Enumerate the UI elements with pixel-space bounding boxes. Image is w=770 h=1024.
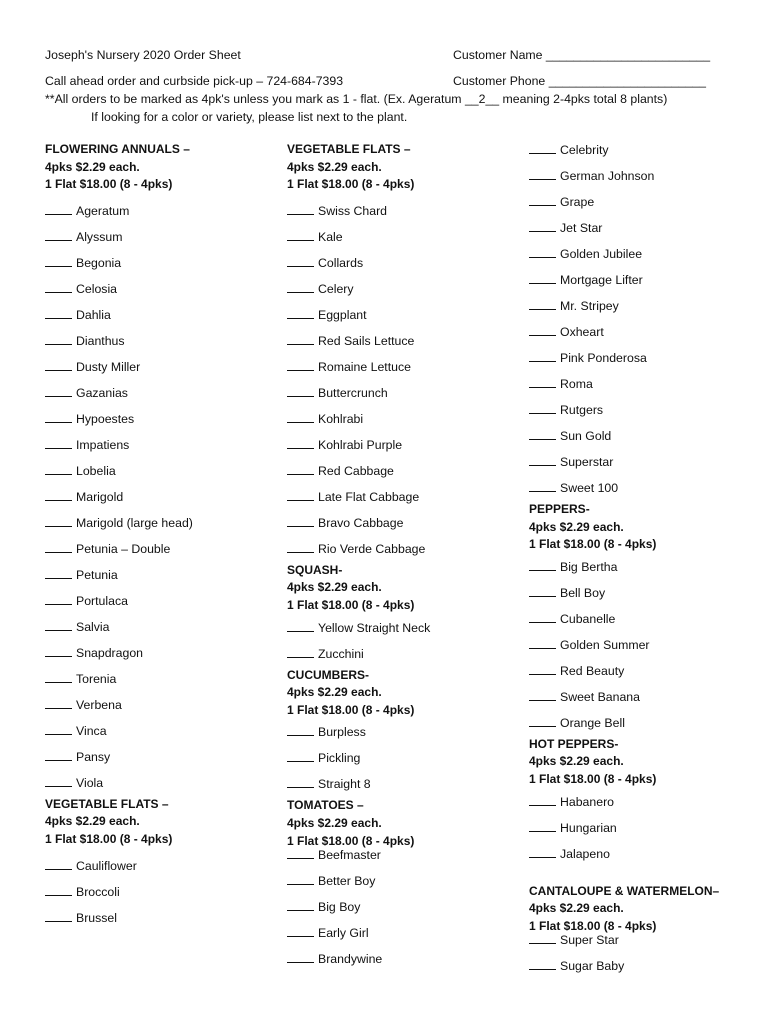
quantity-blank[interactable] bbox=[529, 584, 556, 597]
item-label: Rio Verde Cabbage bbox=[318, 541, 426, 556]
quantity-blank[interactable] bbox=[287, 358, 314, 371]
list-item bbox=[529, 137, 719, 163]
quantity-blank[interactable] bbox=[529, 793, 556, 806]
list-item bbox=[45, 718, 193, 744]
quantity-blank[interactable] bbox=[287, 254, 314, 267]
quantity-blank[interactable] bbox=[45, 254, 72, 267]
item-label: Big Boy bbox=[318, 900, 361, 915]
item-label: Ageratum bbox=[76, 203, 130, 218]
quantity-blank[interactable] bbox=[529, 349, 556, 362]
list-item bbox=[45, 198, 193, 224]
item-list bbox=[45, 853, 193, 931]
list-item bbox=[45, 536, 193, 562]
quantity-blank[interactable] bbox=[287, 898, 314, 911]
list-item bbox=[529, 163, 719, 189]
list-item bbox=[529, 423, 719, 449]
price-flat: 1 Flat $18.00 (8 - 4pks) bbox=[287, 597, 415, 612]
quantity-blank[interactable] bbox=[287, 202, 314, 215]
quantity-blank[interactable] bbox=[45, 722, 72, 735]
quantity-blank[interactable] bbox=[529, 453, 556, 466]
item-label: Kohlrabi Purple bbox=[318, 437, 403, 452]
section-title: CANTALOUPE & WATERMELON– bbox=[529, 883, 720, 898]
quantity-blank[interactable] bbox=[45, 358, 72, 371]
quantity-blank[interactable] bbox=[287, 280, 314, 293]
quantity-blank[interactable] bbox=[45, 332, 72, 345]
list-item bbox=[529, 475, 719, 501]
item-label: Red Cabbage bbox=[318, 463, 394, 478]
quantity-blank[interactable] bbox=[45, 670, 72, 683]
quantity-blank[interactable] bbox=[45, 488, 72, 501]
list-item bbox=[287, 771, 430, 797]
section-squash bbox=[287, 562, 430, 667]
column-1 bbox=[45, 141, 193, 931]
item-label: Golden Summer bbox=[560, 637, 650, 652]
item-label: Jalapeno bbox=[560, 846, 610, 861]
list-item bbox=[529, 397, 719, 423]
quantity-blank[interactable] bbox=[45, 592, 72, 605]
item-label: Cauliflower bbox=[76, 858, 137, 873]
item-label: Celery bbox=[318, 281, 354, 296]
section-vegetable-flats-2 bbox=[287, 141, 430, 562]
list-item bbox=[45, 744, 193, 770]
list-item bbox=[287, 719, 430, 745]
list-item bbox=[287, 868, 430, 894]
list-item bbox=[45, 853, 193, 879]
list-item bbox=[287, 458, 430, 484]
price-4pk: 4pks $2.29 each. bbox=[287, 815, 382, 830]
quantity-blank[interactable] bbox=[287, 228, 314, 241]
list-item bbox=[529, 449, 719, 475]
order-note bbox=[45, 92, 667, 106]
quantity-blank[interactable] bbox=[45, 280, 72, 293]
item-label: Swiss Chard bbox=[318, 203, 388, 218]
quantity-blank[interactable] bbox=[45, 883, 72, 896]
section-vegetable-flats-1 bbox=[45, 796, 193, 931]
order-note-example: __2__ bbox=[464, 92, 500, 106]
item-label: Mr. Stripey bbox=[560, 299, 619, 313]
quantity-blank[interactable] bbox=[45, 857, 72, 870]
list-item bbox=[529, 371, 719, 397]
price-flat: 1 Flat $18.00 (8 - 4pks) bbox=[287, 833, 415, 848]
quantity-blank[interactable] bbox=[287, 306, 314, 319]
price-flat: 1 Flat $18.00 (8 - 4pks) bbox=[45, 177, 173, 192]
item-label: Petunia bbox=[76, 567, 118, 582]
quantity-blank[interactable] bbox=[529, 271, 556, 284]
list-item bbox=[45, 302, 193, 328]
section-cucumbers bbox=[287, 667, 430, 798]
item-label: Hungarian bbox=[560, 820, 617, 835]
quantity-blank[interactable] bbox=[45, 566, 72, 579]
list-item bbox=[45, 380, 193, 406]
call-ahead-info: Call ahead order and curbside pick-up – 724-684-7393 bbox=[45, 74, 344, 88]
item-label: Celebrity bbox=[560, 143, 609, 157]
item-label: Pink Ponderosa bbox=[560, 351, 647, 365]
list-item bbox=[529, 580, 719, 606]
section-peppers bbox=[529, 501, 719, 736]
item-label: Romaine Lettuce bbox=[318, 359, 411, 374]
item-label: Dianthus bbox=[76, 333, 125, 348]
item-label: Mortgage Lifter bbox=[560, 273, 643, 287]
quantity-blank[interactable] bbox=[287, 436, 314, 449]
list-item bbox=[45, 905, 193, 931]
price-4pk: 4pks $2.29 each. bbox=[287, 159, 382, 174]
quantity-blank[interactable] bbox=[45, 306, 72, 319]
price-flat: 1 Flat $18.00 (8 - 4pks) bbox=[287, 702, 415, 717]
item-label: Roma bbox=[560, 377, 593, 391]
item-label: Grape bbox=[560, 195, 595, 209]
quantity-blank[interactable] bbox=[45, 618, 72, 631]
item-label: Lobelia bbox=[76, 463, 116, 478]
list-item bbox=[529, 841, 719, 867]
item-label: Verbena bbox=[76, 697, 122, 712]
list-item bbox=[45, 484, 193, 510]
item-label: Super Star bbox=[560, 933, 619, 948]
quantity-blank[interactable] bbox=[287, 775, 314, 788]
price-4pk: 4pks $2.29 each. bbox=[45, 814, 140, 829]
item-label: Rutgers bbox=[560, 403, 604, 417]
item-label: Torenia bbox=[76, 671, 117, 686]
quantity-blank[interactable] bbox=[287, 462, 314, 475]
quantity-blank[interactable] bbox=[529, 323, 556, 336]
quantity-blank[interactable] bbox=[287, 645, 314, 658]
quantity-blank[interactable] bbox=[45, 540, 72, 553]
item-label: Hypoestes bbox=[76, 411, 135, 426]
quantity-blank[interactable] bbox=[529, 245, 556, 258]
item-list bbox=[529, 789, 719, 867]
section-title: TOMATOES – bbox=[287, 798, 364, 813]
item-label: Big Bertha bbox=[560, 559, 618, 574]
item-label: Late Flat Cabbage bbox=[318, 489, 420, 504]
quantity-blank[interactable] bbox=[529, 931, 556, 944]
quantity-blank[interactable] bbox=[529, 401, 556, 414]
list-item bbox=[287, 224, 430, 250]
section-title: CUCUMBERS- bbox=[287, 667, 369, 682]
customer-name-field[interactable]: Customer Name ________________________ bbox=[453, 48, 711, 62]
quantity-blank[interactable] bbox=[287, 846, 314, 859]
column-2 bbox=[287, 141, 430, 972]
quantity-blank[interactable] bbox=[529, 375, 556, 388]
list-item bbox=[45, 224, 193, 250]
quantity-blank[interactable] bbox=[529, 714, 556, 727]
item-label: Brandywine bbox=[318, 952, 383, 967]
quantity-blank[interactable] bbox=[529, 662, 556, 675]
list-item bbox=[529, 293, 719, 319]
item-label: Viola bbox=[76, 775, 104, 790]
list-item bbox=[287, 406, 430, 432]
list-item bbox=[287, 328, 430, 354]
item-label: Brussel bbox=[76, 910, 118, 925]
list-item bbox=[287, 745, 430, 771]
item-label: Begonia bbox=[76, 255, 122, 270]
section-title: VEGETABLE FLATS – bbox=[45, 796, 169, 811]
list-item bbox=[529, 215, 719, 241]
list-item bbox=[529, 658, 719, 684]
item-label: Broccoli bbox=[76, 884, 120, 899]
list-item bbox=[529, 554, 719, 580]
quantity-blank[interactable] bbox=[287, 872, 314, 885]
customer-phone-field[interactable]: Customer Phone _______________________ bbox=[453, 74, 706, 88]
quantity-blank[interactable] bbox=[529, 479, 556, 492]
list-item bbox=[45, 640, 193, 666]
quantity-blank[interactable] bbox=[45, 748, 72, 761]
quantity-blank[interactable] bbox=[45, 436, 72, 449]
list-item bbox=[45, 510, 193, 536]
list-item bbox=[529, 345, 719, 371]
item-label: Burpless bbox=[318, 725, 366, 740]
list-item bbox=[287, 920, 430, 946]
quantity-blank[interactable] bbox=[45, 462, 72, 475]
quantity-blank[interactable] bbox=[529, 610, 556, 623]
list-item bbox=[529, 710, 719, 736]
item-label: Superstar bbox=[560, 455, 614, 469]
item-label: Gazanias bbox=[76, 385, 128, 400]
order-note-suffix: meaning 2-4pks total 8 plants) bbox=[499, 92, 668, 106]
item-label: Jet Star bbox=[560, 221, 603, 235]
quantity-blank[interactable] bbox=[45, 202, 72, 215]
order-note-prefix: **All orders to be marked as 4pk's unless you mark as 1 - flat. (Ex. Ageratum bbox=[45, 92, 465, 106]
quantity-blank[interactable] bbox=[287, 332, 314, 345]
list-item bbox=[45, 666, 193, 692]
item-label: Better Boy bbox=[318, 874, 376, 889]
variety-note: If looking for a color or variety, please list next to the plant. bbox=[91, 110, 408, 124]
item-label: Zucchini bbox=[318, 646, 364, 661]
list-item bbox=[287, 432, 430, 458]
list-item bbox=[529, 319, 719, 345]
item-label: Sun Gold bbox=[560, 429, 612, 443]
section-title: VEGETABLE FLATS – bbox=[287, 142, 411, 156]
quantity-blank[interactable] bbox=[287, 384, 314, 397]
list-item bbox=[45, 562, 193, 588]
list-item bbox=[287, 536, 430, 562]
quantity-blank[interactable] bbox=[529, 636, 556, 649]
tomatoes-continued-list bbox=[529, 137, 719, 501]
item-label: Dahlia bbox=[76, 307, 111, 322]
quantity-blank[interactable] bbox=[529, 193, 556, 206]
price-4pk: 4pks $2.29 each. bbox=[529, 519, 624, 534]
list-item bbox=[287, 250, 430, 276]
list-item bbox=[45, 250, 193, 276]
list-item bbox=[287, 302, 430, 328]
quantity-blank[interactable] bbox=[529, 427, 556, 440]
section-cantaloupe-watermelon bbox=[529, 883, 719, 980]
list-item bbox=[287, 484, 430, 510]
item-label: Early Girl bbox=[318, 926, 369, 941]
item-label: Habanero bbox=[560, 794, 615, 809]
list-item bbox=[45, 406, 193, 432]
quantity-blank[interactable] bbox=[529, 558, 556, 571]
quantity-blank[interactable] bbox=[287, 488, 314, 501]
quantity-blank[interactable] bbox=[45, 696, 72, 709]
quantity-blank[interactable] bbox=[529, 297, 556, 310]
quantity-blank[interactable] bbox=[529, 141, 556, 154]
item-label: Yellow Straight Neck bbox=[318, 620, 431, 635]
price-flat: 1 Flat $18.00 (8 - 4pks) bbox=[529, 918, 657, 933]
item-label: Oxheart bbox=[560, 325, 604, 339]
item-label: Marigold bbox=[76, 489, 124, 504]
section-title: FLOWERING ANNUALS – bbox=[45, 142, 190, 156]
list-item bbox=[287, 276, 430, 302]
item-label: Eggplant bbox=[318, 307, 367, 322]
quantity-blank[interactable] bbox=[529, 167, 556, 180]
section-flowering-annuals bbox=[45, 141, 193, 796]
item-label: Golden Jubilee bbox=[560, 247, 643, 261]
item-label: Vinca bbox=[76, 723, 107, 738]
list-item bbox=[529, 632, 719, 658]
list-item bbox=[287, 615, 430, 641]
item-list bbox=[529, 927, 719, 979]
list-item bbox=[45, 458, 193, 484]
quantity-blank[interactable] bbox=[287, 749, 314, 762]
list-item bbox=[45, 614, 193, 640]
item-label: Sugar Baby bbox=[560, 959, 625, 974]
item-label: Straight 8 bbox=[318, 777, 371, 792]
page-title: Joseph's Nursery 2020 Order Sheet bbox=[45, 48, 241, 62]
item-label: Snapdragon bbox=[76, 645, 144, 660]
item-label: Salvia bbox=[76, 619, 110, 634]
list-item bbox=[287, 380, 430, 406]
item-label: Impatiens bbox=[76, 437, 130, 452]
item-list bbox=[287, 719, 430, 797]
list-item bbox=[287, 198, 430, 224]
quantity-blank[interactable] bbox=[45, 774, 72, 787]
list-item bbox=[529, 267, 719, 293]
item-label: Cubanelle bbox=[560, 611, 616, 626]
list-item bbox=[529, 189, 719, 215]
item-label: German Johnson bbox=[560, 169, 655, 183]
item-list bbox=[45, 198, 193, 796]
list-item bbox=[529, 953, 719, 979]
section-tomatoes bbox=[287, 797, 430, 972]
quantity-blank[interactable] bbox=[45, 228, 72, 241]
list-item bbox=[45, 692, 193, 718]
item-label: Kohlrabi bbox=[318, 411, 364, 426]
section-title: SQUASH- bbox=[287, 562, 343, 577]
quantity-blank[interactable] bbox=[287, 723, 314, 736]
item-label: Collards bbox=[318, 255, 364, 270]
quantity-blank[interactable] bbox=[287, 619, 314, 632]
list-item bbox=[287, 946, 430, 972]
price-4pk: 4pks $2.29 each. bbox=[45, 159, 140, 174]
item-label: Orange Bell bbox=[560, 715, 625, 730]
list-item bbox=[45, 432, 193, 458]
list-item bbox=[529, 684, 719, 710]
list-item bbox=[287, 510, 430, 536]
list-item bbox=[529, 606, 719, 632]
item-label: Pansy bbox=[76, 749, 111, 764]
item-label: Pickling bbox=[318, 751, 361, 766]
list-item bbox=[45, 588, 193, 614]
price-4pk: 4pks $2.29 each. bbox=[529, 901, 624, 916]
quantity-blank[interactable] bbox=[287, 950, 314, 963]
item-list bbox=[287, 198, 430, 562]
quantity-blank[interactable] bbox=[45, 644, 72, 657]
quantity-blank[interactable] bbox=[529, 957, 556, 970]
list-item bbox=[45, 276, 193, 302]
quantity-blank[interactable] bbox=[287, 410, 314, 423]
section-hot-peppers bbox=[529, 736, 719, 867]
quantity-blank[interactable] bbox=[529, 688, 556, 701]
price-4pk: 4pks $2.29 each. bbox=[287, 685, 382, 700]
section-title: HOT PEPPERS- bbox=[529, 736, 619, 751]
list-item bbox=[45, 879, 193, 905]
quantity-blank[interactable] bbox=[45, 410, 72, 423]
item-label: Portulaca bbox=[76, 593, 128, 608]
item-label: Sweet Banana bbox=[560, 689, 640, 704]
price-flat: 1 Flat $18.00 (8 - 4pks) bbox=[529, 771, 657, 786]
item-label: Sweet 100 bbox=[560, 481, 619, 495]
quantity-blank[interactable] bbox=[45, 514, 72, 527]
section-title: PEPPERS- bbox=[529, 502, 590, 516]
item-label: Buttercrunch bbox=[318, 385, 388, 400]
item-label: Celosia bbox=[76, 281, 118, 296]
list-item bbox=[529, 789, 719, 815]
item-label: Bell Boy bbox=[560, 585, 606, 600]
price-flat: 1 Flat $18.00 (8 - 4pks) bbox=[529, 537, 657, 552]
quantity-blank[interactable] bbox=[287, 924, 314, 937]
item-list bbox=[287, 615, 430, 667]
item-label: Red Sails Lettuce bbox=[318, 333, 415, 348]
list-item bbox=[287, 641, 430, 667]
list-item bbox=[45, 328, 193, 354]
list-item bbox=[529, 241, 719, 267]
quantity-blank[interactable] bbox=[529, 219, 556, 232]
list-item bbox=[287, 894, 430, 920]
list-item bbox=[45, 354, 193, 380]
item-list bbox=[287, 842, 430, 972]
list-item bbox=[45, 770, 193, 796]
item-label: Marigold (large head) bbox=[76, 515, 193, 530]
item-label: Alyssum bbox=[76, 229, 123, 244]
item-label: Bravo Cabbage bbox=[318, 515, 404, 530]
price-4pk: 4pks $2.29 each. bbox=[287, 580, 382, 595]
column-3 bbox=[529, 137, 719, 979]
quantity-blank[interactable] bbox=[287, 514, 314, 527]
quantity-blank[interactable] bbox=[45, 909, 72, 922]
quantity-blank[interactable] bbox=[287, 540, 314, 553]
price-4pk: 4pks $2.29 each. bbox=[529, 754, 624, 769]
list-item bbox=[287, 354, 430, 380]
item-label: Dusty Miller bbox=[76, 359, 141, 374]
quantity-blank[interactable] bbox=[529, 819, 556, 832]
list-item bbox=[529, 815, 719, 841]
quantity-blank[interactable] bbox=[529, 845, 556, 858]
price-flat: 1 Flat $18.00 (8 - 4pks) bbox=[45, 831, 173, 846]
item-label: Beefmaster bbox=[318, 848, 381, 863]
item-label: Red Beauty bbox=[560, 663, 625, 678]
price-flat: 1 Flat $18.00 (8 - 4pks) bbox=[287, 177, 415, 192]
item-list bbox=[529, 554, 719, 736]
item-label: Kale bbox=[318, 229, 343, 244]
item-label: Petunia – Double bbox=[76, 541, 171, 556]
quantity-blank[interactable] bbox=[45, 384, 72, 397]
